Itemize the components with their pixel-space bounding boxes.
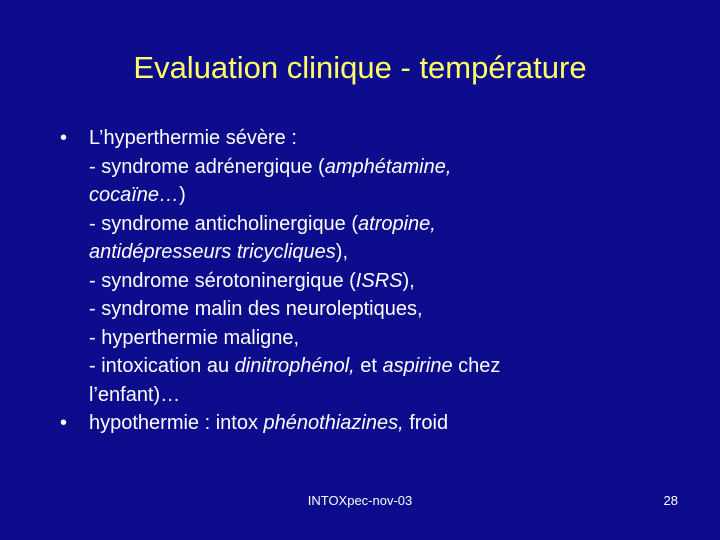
- bullet-dot: •: [60, 127, 68, 149]
- bullet-hyperthermie: [60, 124, 680, 409]
- item-adrenergique: - syndrome adrénergique (amphétamine,: [89, 155, 452, 178]
- bullet-hypothermie: [60, 409, 680, 438]
- footer-text: INTOXpec-nov-03: [307, 493, 413, 508]
- item-serotoninergique: - syndrome sérotoninergique (ISRS),: [89, 269, 415, 292]
- item-neuroleptiques: - syndrome malin des neuroleptiques,: [89, 298, 423, 320]
- item-intoxication-cont: l’enfant)…: [89, 383, 181, 406]
- item-anticholinergique: - syndrome anticholinergique (atropine,: [89, 212, 436, 235]
- item-intoxication: - intoxication au dinitrophénol, et aspirine chez: [89, 355, 501, 377]
- page-number: 28: [663, 493, 678, 508]
- bullet-heading: L’hyperthermie sévère :: [89, 127, 297, 149]
- item-hyperthermie-maligne: - hyperthermie maligne,: [89, 326, 300, 349]
- item-adrenergique-cont: cocaïne…): [89, 184, 186, 206]
- slide-content: [60, 124, 680, 438]
- bullet-dot: •: [60, 412, 68, 434]
- item-anticholinergique-cont: antidépresseurs tricycliques),: [89, 241, 348, 263]
- hypothermie-line: hypothermie : intox phénothiazines, froid: [89, 412, 449, 434]
- slide-title: Evaluation clinique - température: [133, 50, 587, 85]
